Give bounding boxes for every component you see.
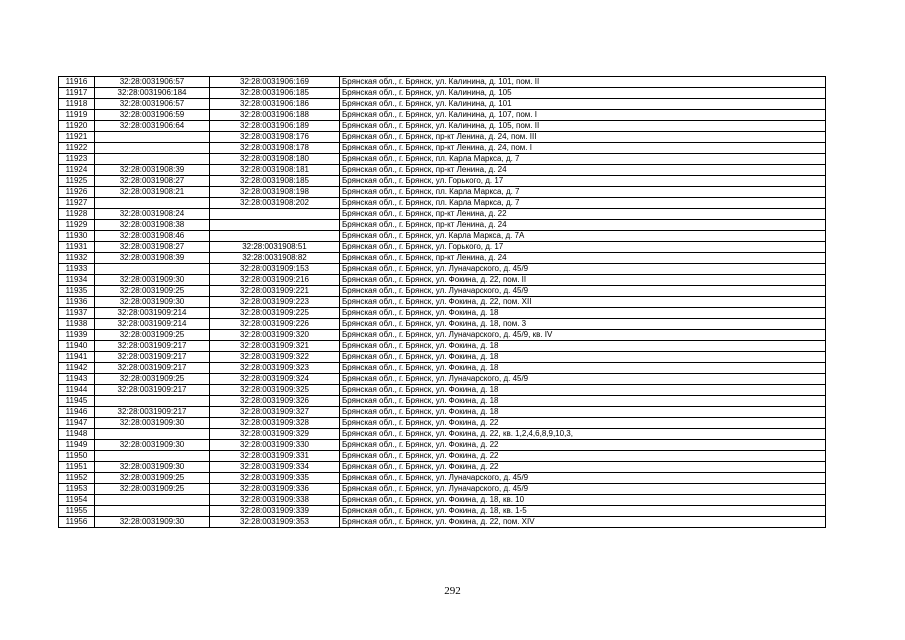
row-number-cell: 11946 — [59, 407, 95, 418]
row-number-cell: 11929 — [59, 220, 95, 231]
table-row — [59, 440, 826, 451]
address-cell: Брянская обл., г. Брянск, ул. Луначарского, д. 45/9 — [340, 484, 826, 495]
row-number-cell: 11945 — [59, 396, 95, 407]
table-row — [59, 429, 826, 440]
address-cell: Брянская обл., г. Брянск, ул. Фокина, д. 22 — [340, 418, 826, 429]
object-cadastral-number-cell: 32:28:0031906:169 — [210, 77, 340, 88]
land-cadastral-number-cell: 32:28:0031908:46 — [95, 231, 210, 242]
row-number-cell: 11935 — [59, 286, 95, 297]
address-cell: Брянская обл., г. Брянск, ул. Луначарского, д. 45/9 — [340, 286, 826, 297]
address-cell: Брянская обл., г. Брянск, ул. Фокина, д. 22, пом. XII — [340, 297, 826, 308]
object-cadastral-number-cell: 32:28:0031909:226 — [210, 319, 340, 330]
row-number-cell: 11952 — [59, 473, 95, 484]
object-cadastral-number-cell: 32:28:0031909:323 — [210, 363, 340, 374]
object-cadastral-number-cell: 32:28:0031906:186 — [210, 99, 340, 110]
land-cadastral-number-cell: 32:28:0031908:39 — [95, 165, 210, 176]
land-cadastral-number-cell: 32:28:0031909:25 — [95, 330, 210, 341]
land-cadastral-number-cell: 32:28:0031909:214 — [95, 319, 210, 330]
address-cell: Брянская обл., г. Брянск, ул. Фокина, д. 18, кв. 1-5 — [340, 506, 826, 517]
address-cell: Брянская обл., г. Брянск, ул. Фокина, д. 22 — [340, 440, 826, 451]
address-cell: Брянская обл., г. Брянск, ул. Фокина, д. 22 — [340, 451, 826, 462]
table-row — [59, 231, 826, 242]
object-cadastral-number-cell: 32:28:0031909:338 — [210, 495, 340, 506]
address-cell: Брянская обл., г. Брянск, пр-кт Ленина, д. 24, пом. III — [340, 132, 826, 143]
address-cell: Брянская обл., г. Брянск, ул. Фокина, д. 18, пом. 3 — [340, 319, 826, 330]
object-cadastral-number-cell: 32:28:0031908:176 — [210, 132, 340, 143]
table-row — [59, 187, 826, 198]
row-number-cell: 11940 — [59, 341, 95, 352]
address-cell: Брянская обл., г. Брянск, ул. Горького, д. 17 — [340, 242, 826, 253]
land-cadastral-number-cell: 32:28:0031906:57 — [95, 99, 210, 110]
land-cadastral-number-cell — [95, 495, 210, 506]
row-number-cell: 11922 — [59, 143, 95, 154]
object-cadastral-number-cell: 32:28:0031909:353 — [210, 517, 340, 528]
address-cell: Брянская обл., г. Брянск, ул. Фокина, д. 18 — [340, 341, 826, 352]
land-cadastral-number-cell: 32:28:0031908:38 — [95, 220, 210, 231]
table-row — [59, 341, 826, 352]
object-cadastral-number-cell: 32:28:0031909:225 — [210, 308, 340, 319]
table-row — [59, 275, 826, 286]
land-cadastral-number-cell — [95, 154, 210, 165]
row-number-cell: 11948 — [59, 429, 95, 440]
object-cadastral-number-cell: 32:28:0031908:180 — [210, 154, 340, 165]
row-number-cell: 11928 — [59, 209, 95, 220]
table-row — [59, 330, 826, 341]
land-cadastral-number-cell: 32:28:0031908:39 — [95, 253, 210, 264]
land-cadastral-number-cell: 32:28:0031909:217 — [95, 341, 210, 352]
object-cadastral-number-cell: 32:28:0031909:153 — [210, 264, 340, 275]
table-row — [59, 374, 826, 385]
row-number-cell: 11954 — [59, 495, 95, 506]
address-cell: Брянская обл., г. Брянск, ул. Луначарского, д. 45/9 — [340, 264, 826, 275]
table-row — [59, 506, 826, 517]
land-cadastral-number-cell — [95, 506, 210, 517]
address-cell: Брянская обл., г. Брянск, ул. Фокина, д. 18, кв. 10 — [340, 495, 826, 506]
page-number: 292 — [444, 585, 461, 597]
row-number-cell: 11937 — [59, 308, 95, 319]
address-cell: Брянская обл., г. Брянск, ул. Фокина, д. 18 — [340, 396, 826, 407]
table-row — [59, 220, 826, 231]
table-row — [59, 143, 826, 154]
address-cell: Брянская обл., г. Брянск, ул. Фокина, д. 22, кв. 1,2,4,6,8,9,10,3, — [340, 429, 826, 440]
object-cadastral-number-cell — [210, 231, 340, 242]
object-cadastral-number-cell: 32:28:0031909:328 — [210, 418, 340, 429]
row-number-cell: 11941 — [59, 352, 95, 363]
table-row — [59, 462, 826, 473]
address-cell: Брянская обл., г. Брянск, ул. Калинина, д. 107, пом. I — [340, 110, 826, 121]
land-cadastral-number-cell — [95, 451, 210, 462]
object-cadastral-number-cell: 32:28:0031908:202 — [210, 198, 340, 209]
land-cadastral-number-cell — [95, 429, 210, 440]
row-number-cell: 11942 — [59, 363, 95, 374]
land-cadastral-number-cell: 32:28:0031909:217 — [95, 352, 210, 363]
row-number-cell: 11930 — [59, 231, 95, 242]
table-row — [59, 154, 826, 165]
land-cadastral-number-cell: 32:28:0031909:217 — [95, 363, 210, 374]
table-row — [59, 407, 826, 418]
address-cell: Брянская обл., г. Брянск, ул. Луначарского, д. 45/9 — [340, 374, 826, 385]
table-row — [59, 319, 826, 330]
table-row — [59, 209, 826, 220]
object-cadastral-number-cell: 32:28:0031909:330 — [210, 440, 340, 451]
row-number-cell: 11938 — [59, 319, 95, 330]
table-row — [59, 253, 826, 264]
address-cell: Брянская обл., г. Брянск, ул. Фокина, д. 18 — [340, 407, 826, 418]
object-cadastral-number-cell: 32:28:0031908:178 — [210, 143, 340, 154]
land-cadastral-number-cell: 32:28:0031909:25 — [95, 374, 210, 385]
row-number-cell: 11925 — [59, 176, 95, 187]
object-cadastral-number-cell: 32:28:0031909:324 — [210, 374, 340, 385]
land-cadastral-number-cell: 32:28:0031908:21 — [95, 187, 210, 198]
object-cadastral-number-cell: 32:28:0031909:327 — [210, 407, 340, 418]
table-row — [59, 264, 826, 275]
row-number-cell: 11920 — [59, 121, 95, 132]
table-row — [59, 198, 826, 209]
object-cadastral-number-cell: 32:28:0031908:185 — [210, 176, 340, 187]
address-cell: Брянская обл., г. Брянск, ул. Фокина, д. 22, пом. II — [340, 275, 826, 286]
land-cadastral-number-cell: 32:28:0031906:59 — [95, 110, 210, 121]
object-cadastral-number-cell: 32:28:0031906:189 — [210, 121, 340, 132]
land-cadastral-number-cell — [95, 396, 210, 407]
row-number-cell: 11933 — [59, 264, 95, 275]
address-cell: Брянская обл., г. Брянск, ул. Луначарского, д. 45/9, кв. IV — [340, 330, 826, 341]
object-cadastral-number-cell: 32:28:0031909:321 — [210, 341, 340, 352]
object-cadastral-number-cell: 32:28:0031909:320 — [210, 330, 340, 341]
land-cadastral-number-cell: 32:28:0031909:214 — [95, 308, 210, 319]
row-number-cell: 11918 — [59, 99, 95, 110]
object-cadastral-number-cell: 32:28:0031908:181 — [210, 165, 340, 176]
address-cell: Брянская обл., г. Брянск, пр-кт Ленина, д. 22 — [340, 209, 826, 220]
land-cadastral-number-cell: 32:28:0031909:30 — [95, 440, 210, 451]
object-cadastral-number-cell: 32:28:0031909:221 — [210, 286, 340, 297]
row-number-cell: 11950 — [59, 451, 95, 462]
row-number-cell: 11943 — [59, 374, 95, 385]
object-cadastral-number-cell: 32:28:0031909:334 — [210, 462, 340, 473]
row-number-cell: 11917 — [59, 88, 95, 99]
table-row — [59, 165, 826, 176]
table-row — [59, 110, 826, 121]
registry-table — [58, 76, 826, 528]
address-cell: Брянская обл., г. Брянск, пр-кт Ленина, д. 24 — [340, 165, 826, 176]
land-cadastral-number-cell — [95, 132, 210, 143]
object-cadastral-number-cell: 32:28:0031909:339 — [210, 506, 340, 517]
table-body — [59, 77, 826, 528]
land-cadastral-number-cell: 32:28:0031909:217 — [95, 385, 210, 396]
row-number-cell: 11955 — [59, 506, 95, 517]
land-cadastral-number-cell: 32:28:0031909:30 — [95, 418, 210, 429]
object-cadastral-number-cell: 32:28:0031906:188 — [210, 110, 340, 121]
address-cell: Брянская обл., г. Брянск, пр-кт Ленина, д. 24 — [340, 220, 826, 231]
table-row — [59, 176, 826, 187]
address-cell: Брянская обл., г. Брянск, ул. Фокина, д. 22 — [340, 462, 826, 473]
object-cadastral-number-cell — [210, 220, 340, 231]
land-cadastral-number-cell: 32:28:0031909:25 — [95, 286, 210, 297]
row-number-cell: 11936 — [59, 297, 95, 308]
land-cadastral-number-cell — [95, 264, 210, 275]
land-cadastral-number-cell: 32:28:0031908:24 — [95, 209, 210, 220]
object-cadastral-number-cell: 32:28:0031909:216 — [210, 275, 340, 286]
table-row — [59, 517, 826, 528]
row-number-cell: 11931 — [59, 242, 95, 253]
table-row — [59, 99, 826, 110]
row-number-cell: 11932 — [59, 253, 95, 264]
row-number-cell: 11947 — [59, 418, 95, 429]
address-cell: Брянская обл., г. Брянск, пл. Карла Маркса, д. 7 — [340, 154, 826, 165]
table-row — [59, 396, 826, 407]
object-cadastral-number-cell: 32:28:0031909:336 — [210, 484, 340, 495]
object-cadastral-number-cell: 32:28:0031909:223 — [210, 297, 340, 308]
table-row — [59, 286, 826, 297]
land-cadastral-number-cell: 32:28:0031906:57 — [95, 77, 210, 88]
table-row — [59, 308, 826, 319]
address-cell: Брянская обл., г. Брянск, ул. Карла Маркса, д. 7А — [340, 231, 826, 242]
row-number-cell: 11924 — [59, 165, 95, 176]
table-row — [59, 297, 826, 308]
address-cell: Брянская обл., г. Брянск, ул. Луначарского, д. 45/9 — [340, 473, 826, 484]
row-number-cell: 11956 — [59, 517, 95, 528]
address-cell: Брянская обл., г. Брянск, ул. Фокина, д. 18 — [340, 385, 826, 396]
row-number-cell: 11939 — [59, 330, 95, 341]
table-row — [59, 385, 826, 396]
table-row — [59, 88, 826, 99]
address-cell: Брянская обл., г. Брянск, ул. Горького, д. 17 — [340, 176, 826, 187]
land-cadastral-number-cell: 32:28:0031909:25 — [95, 473, 210, 484]
address-cell: Брянская обл., г. Брянск, ул. Калинина, д. 101 — [340, 99, 826, 110]
table-row — [59, 352, 826, 363]
table-row — [59, 418, 826, 429]
land-cadastral-number-cell: 32:28:0031909:30 — [95, 275, 210, 286]
address-cell: Брянская обл., г. Брянск, пл. Карла Маркса, д. 7 — [340, 198, 826, 209]
land-cadastral-number-cell: 32:28:0031909:25 — [95, 484, 210, 495]
object-cadastral-number-cell: 32:28:0031908:82 — [210, 253, 340, 264]
object-cadastral-number-cell: 32:28:0031909:329 — [210, 429, 340, 440]
row-number-cell: 11921 — [59, 132, 95, 143]
address-cell: Брянская обл., г. Брянск, пр-кт Ленина, д. 24 — [340, 253, 826, 264]
address-cell: Брянская обл., г. Брянск, ул. Фокина, д. 18 — [340, 352, 826, 363]
row-number-cell: 11949 — [59, 440, 95, 451]
table-row — [59, 242, 826, 253]
address-cell: Брянская обл., г. Брянск, пл. Карла Маркса, д. 7 — [340, 187, 826, 198]
row-number-cell: 11951 — [59, 462, 95, 473]
row-number-cell: 11953 — [59, 484, 95, 495]
row-number-cell: 11927 — [59, 198, 95, 209]
address-cell: Брянская обл., г. Брянск, пр-кт Ленина, д. 24, пом. I — [340, 143, 826, 154]
land-cadastral-number-cell: 32:28:0031906:64 — [95, 121, 210, 132]
land-cadastral-number-cell: 32:28:0031906:184 — [95, 88, 210, 99]
table-row — [59, 121, 826, 132]
row-number-cell: 11926 — [59, 187, 95, 198]
address-cell: Брянская обл., г. Брянск, ул. Фокина, д. 22, пом. XIV — [340, 517, 826, 528]
land-cadastral-number-cell — [95, 143, 210, 154]
table-row — [59, 495, 826, 506]
address-cell: Брянская обл., г. Брянск, ул. Калинина, д. 101, пом. II — [340, 77, 826, 88]
table-row — [59, 363, 826, 374]
object-cadastral-number-cell — [210, 209, 340, 220]
object-cadastral-number-cell: 32:28:0031909:335 — [210, 473, 340, 484]
row-number-cell: 11923 — [59, 154, 95, 165]
table-row — [59, 451, 826, 462]
row-number-cell: 11934 — [59, 275, 95, 286]
object-cadastral-number-cell: 32:28:0031909:326 — [210, 396, 340, 407]
address-cell: Брянская обл., г. Брянск, ул. Фокина, д. 18 — [340, 363, 826, 374]
table-row — [59, 484, 826, 495]
address-cell: Брянская обл., г. Брянск, ул. Калинина, д. 105 — [340, 88, 826, 99]
land-cadastral-number-cell: 32:28:0031909:30 — [95, 462, 210, 473]
land-cadastral-number-cell: 32:28:0031909:30 — [95, 297, 210, 308]
object-cadastral-number-cell: 32:28:0031909:325 — [210, 385, 340, 396]
table-row — [59, 132, 826, 143]
address-cell: Брянская обл., г. Брянск, ул. Фокина, д. 18 — [340, 308, 826, 319]
land-cadastral-number-cell — [95, 198, 210, 209]
object-cadastral-number-cell: 32:28:0031909:331 — [210, 451, 340, 462]
land-cadastral-number-cell: 32:28:0031908:27 — [95, 176, 210, 187]
row-number-cell: 11919 — [59, 110, 95, 121]
row-number-cell: 11944 — [59, 385, 95, 396]
object-cadastral-number-cell: 32:28:0031908:198 — [210, 187, 340, 198]
object-cadastral-number-cell: 32:28:0031908:51 — [210, 242, 340, 253]
row-number-cell: 11916 — [59, 77, 95, 88]
table-row — [59, 473, 826, 484]
object-cadastral-number-cell: 32:28:0031909:322 — [210, 352, 340, 363]
land-cadastral-number-cell: 32:28:0031908:27 — [95, 242, 210, 253]
table-row — [59, 77, 826, 88]
land-cadastral-number-cell: 32:28:0031909:217 — [95, 407, 210, 418]
land-cadastral-number-cell: 32:28:0031909:30 — [95, 517, 210, 528]
object-cadastral-number-cell: 32:28:0031906:185 — [210, 88, 340, 99]
address-cell: Брянская обл., г. Брянск, ул. Калинина, д. 105, пом. II — [340, 121, 826, 132]
